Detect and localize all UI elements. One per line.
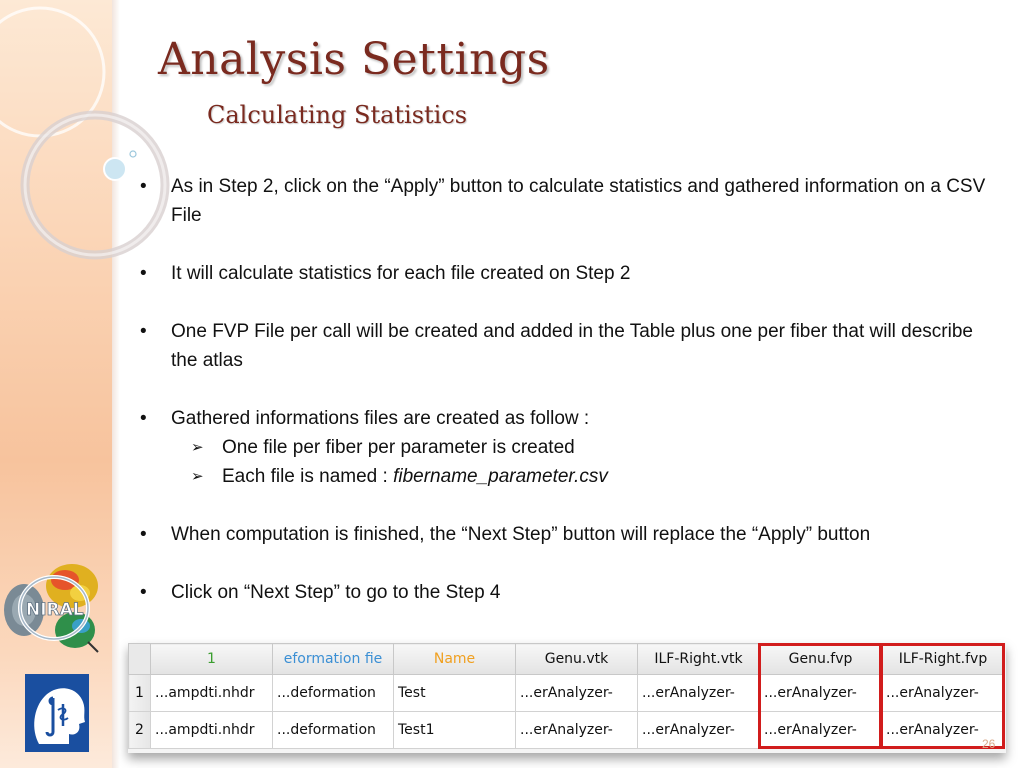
slide-title: Analysis Settings [158, 34, 550, 85]
column-header[interactable]: Genu.vtk [516, 644, 638, 675]
row-number[interactable]: 1 [129, 675, 151, 712]
table-cell[interactable]: ...erAnalyzer- [516, 712, 638, 749]
table-corner-cell [129, 644, 151, 675]
niral-logo-text: NIRAL [26, 600, 84, 620]
column-header[interactable]: ILF-Right.vtk [638, 644, 760, 675]
column-header[interactable]: ILF-Right.fvp [882, 644, 1005, 675]
page-number: 26 [982, 737, 996, 751]
table-cell[interactable]: ...ampdti.nhdr [151, 712, 273, 749]
table-cell[interactable]: Test [394, 675, 516, 712]
bullet-item: • Gathered informations files are created as follow : [138, 404, 998, 433]
sub-bullet-item [138, 462, 998, 491]
table-cell[interactable]: Test1 [394, 712, 516, 749]
sub-bullet-text: Each file is named : [222, 466, 394, 487]
bullet-item: • When computation is finished, the “Next Step” button will replace the “Apply” button [138, 520, 998, 549]
table-cell[interactable]: ...erAnalyzer- [638, 712, 760, 749]
slicer-logo [25, 674, 89, 752]
table-cell[interactable]: ...deformation [273, 712, 394, 749]
table-cell[interactable]: ...erAnalyzer- [638, 675, 760, 712]
highlight-box-genu-fvp [758, 643, 882, 749]
arrow-bullet-icon: ➢ [191, 468, 204, 485]
slide-subtitle: Calculating Statistics [207, 101, 468, 129]
table-cell[interactable]: ...erAnalyzer- [516, 675, 638, 712]
bullet-item: • Click on “Next Step” to go to the Step 4 [138, 578, 998, 607]
column-header[interactable]: eformation fie [273, 644, 394, 675]
results-table-screenshot [128, 643, 1006, 753]
column-header[interactable]: 1 [151, 644, 273, 675]
table-cell[interactable]: ...erAnalyzer- [760, 675, 882, 712]
row-number[interactable]: 2 [129, 712, 151, 749]
highlight-box-ilf-right-fvp [880, 643, 1005, 749]
bullet-item: • One FVP File per call will be created and added in the Table plus one per fiber that will describe the atlas [138, 317, 998, 375]
bullet-item: • It will calculate statistics for each file created on Step 2 [138, 259, 998, 288]
bullet-list [138, 172, 998, 607]
sub-bullet-text: One file per fiber per parameter is created [222, 437, 575, 458]
table-cell[interactable]: ...deformation [273, 675, 394, 712]
sub-bullet-item [138, 433, 998, 462]
table-cell[interactable]: ...erAnalyzer- [882, 712, 1005, 749]
file-name-pattern: fibername_parameter.csv [393, 466, 608, 487]
arrow-bullet-icon: ➢ [191, 439, 204, 456]
table-cell[interactable]: ...ampdti.nhdr [151, 675, 273, 712]
niral-logo [2, 558, 106, 662]
column-header[interactable]: Name [394, 644, 516, 675]
table-cell[interactable]: ...erAnalyzer- [760, 712, 882, 749]
table-cell[interactable]: ...erAnalyzer- [882, 675, 1005, 712]
bullet-item: • As in Step 2, click on the “Apply” button to calculate statistics and gathered information on a CSV File [138, 172, 998, 230]
column-header[interactable]: Genu.fvp [760, 644, 882, 675]
